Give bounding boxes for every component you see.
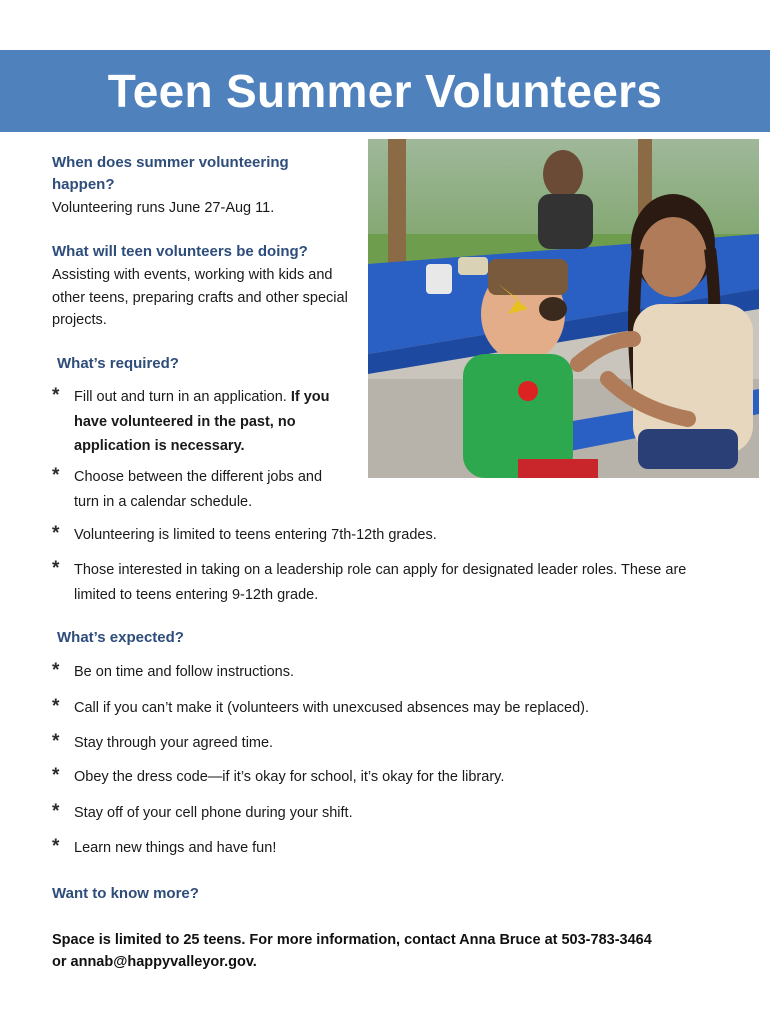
doing-line1: Assisting with events, working with kids and (52, 267, 333, 283)
bullet-grades-text: Volunteering is limited to teens entering 7th-12th grades. (74, 527, 437, 543)
bullet-jobs-line2: turn in a calendar schedule. (74, 493, 253, 510)
bullet-leadership-line2: limited to teens entering 9-12th grade. (74, 586, 319, 603)
asterisk-bullet-icon: * (52, 801, 60, 822)
doing-text (52, 264, 348, 332)
volunteers-face-painting-photo (368, 139, 759, 478)
asterisk-bullet-icon: * (52, 731, 60, 752)
required-bullet-leadership (52, 558, 752, 607)
doing-line3: projects. (52, 312, 107, 328)
expected-item (52, 660, 752, 685)
expected-item (52, 836, 752, 861)
asterisk-bullet-icon: * (52, 660, 60, 681)
required-bullet-application (52, 385, 372, 459)
expected-heading: What’s expected? (57, 629, 184, 646)
bullet-application-text: Fill out and turn in an application. (74, 389, 291, 405)
expected-item-text: Be on time and follow instructions. (74, 664, 295, 680)
expected-item-text: Learn new things and have fun! (74, 840, 277, 856)
required-bullet-grades (52, 523, 752, 548)
contact-line2: or annab@happyvalleyor.gov. (52, 954, 257, 970)
title-banner (0, 50, 770, 132)
photo-illustration (368, 139, 759, 478)
required-bullet-jobs (52, 465, 372, 514)
expected-item-text: Obey the dress code—if it’s okay for school, it’s okay for the library. (74, 769, 505, 785)
expected-item (52, 801, 752, 826)
required-heading: What’s required? (57, 355, 179, 372)
asterisk-bullet-icon: * (52, 465, 60, 486)
asterisk-bullet-icon: * (52, 558, 60, 579)
expected-item-text: Call if you can’t make it (volunteers with unexcused absences may be replaced). (74, 700, 590, 716)
expected-item (52, 696, 752, 721)
contact-footer (52, 929, 752, 973)
bullet-application-bold-2: have volunteered in the past, no (74, 413, 296, 430)
expected-item (52, 765, 752, 790)
contact-line1: Space is limited to 25 teens. For more information, contact Anna Bruce at 503-783-3464 (52, 932, 652, 948)
asterisk-bullet-icon: * (52, 696, 60, 717)
expected-item-text: Stay off of your cell phone during your shift. (74, 805, 353, 821)
doing-heading: What will teen volunteers be doing? (52, 243, 308, 260)
more-heading: Want to know more? (52, 885, 199, 902)
when-text: Volunteering runs June 27-Aug 11. (52, 200, 275, 216)
page-title: Teen Summer Volunteers (107, 65, 663, 117)
asterisk-bullet-icon: * (52, 523, 60, 544)
bullet-jobs-line1: Choose between the different jobs and (74, 469, 323, 485)
bullet-application-bold-3: application is necessary. (74, 438, 245, 454)
doing-line2: other teens, preparing crafts and other special (52, 289, 348, 306)
asterisk-bullet-icon: * (52, 836, 60, 857)
asterisk-bullet-icon: * (52, 765, 60, 786)
bullet-application-bold-1: If you (290, 389, 330, 405)
when-heading (52, 152, 289, 196)
bullet-leadership-line1: Those interested in taking on a leadership role can apply for designated leader roles. These are (74, 562, 687, 578)
asterisk-bullet-icon: * (52, 385, 60, 406)
expected-item-text: Stay through your agreed time. (74, 735, 274, 751)
when-heading-line1: When does summer volunteering (52, 154, 289, 171)
expected-item (52, 731, 752, 756)
when-heading-line2: happen? (52, 176, 115, 193)
